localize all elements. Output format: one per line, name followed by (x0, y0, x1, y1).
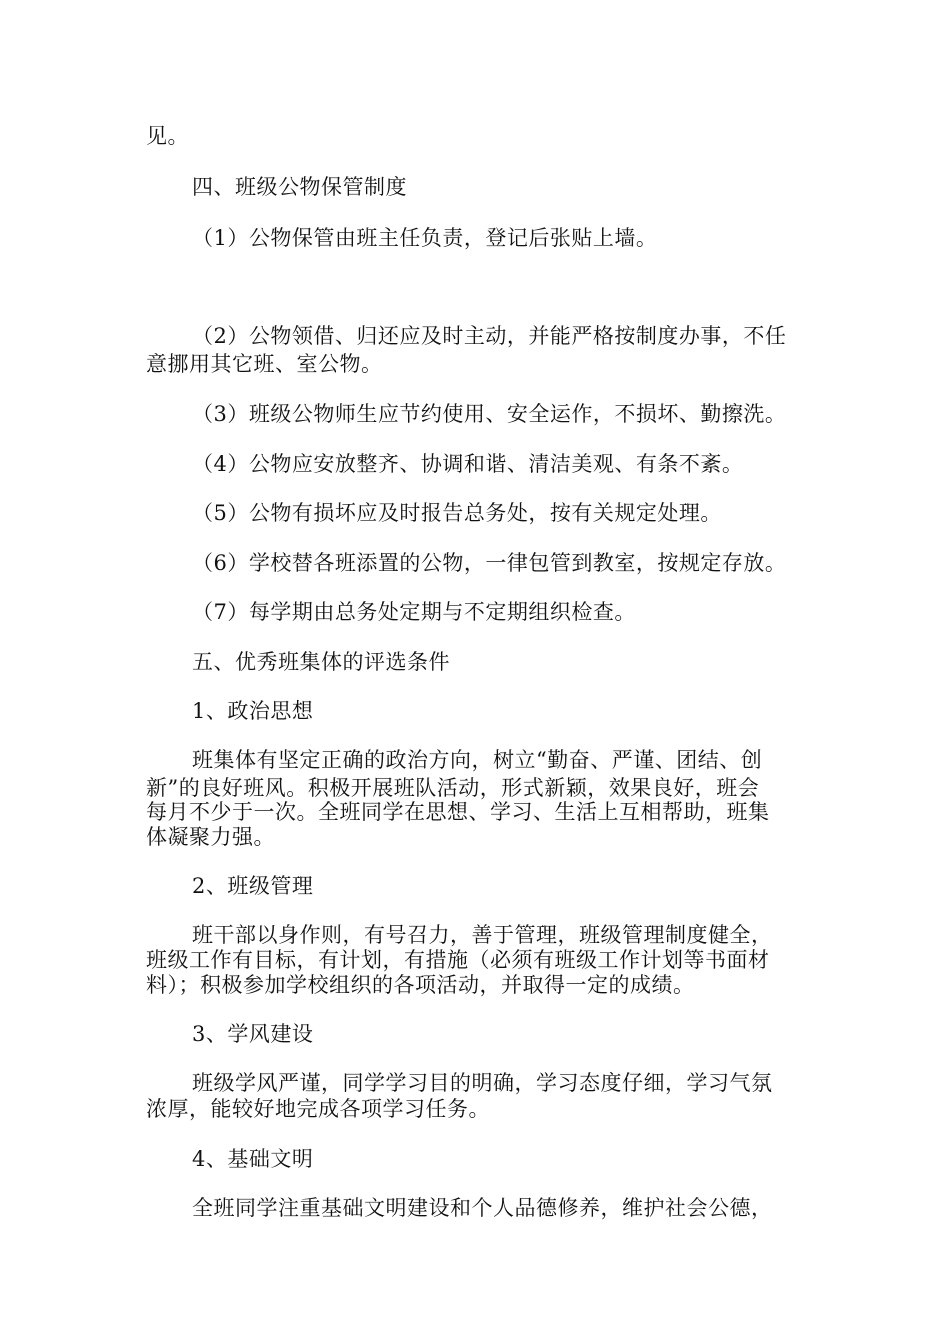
list-item: （1）公物保管由班主任负责，登记后张贴上墙。 (192, 226, 658, 250)
section-heading: 四、班级公物保管制度 (192, 175, 407, 199)
section-heading: 五、优秀班集体的评选条件 (192, 650, 450, 674)
paragraph-line: 班级学风严谨，同学学习目的明确，学习态度仔细，学习气氛 (192, 1071, 773, 1095)
list-item: （4）公物应安放整齐、协调和谐、清洁美观、有条不紊。 (192, 452, 744, 476)
list-item: （3）班级公物师生应节约使用、安全运作，不损坏、勤擦洗。 (192, 402, 787, 426)
paragraph-line: 体凝聚力强。 (146, 825, 275, 849)
paragraph-line: 浓厚，能较好地完成各项学习任务。 (146, 1097, 490, 1121)
subsection-heading: 2、班级管理 (192, 874, 314, 898)
list-item: （5）公物有损坏应及时报告总务处，按有关规定处理。 (192, 501, 722, 525)
paragraph-line: 全班同学注重基础文明建设和个人品德修养，维护社会公德， (192, 1196, 773, 1220)
paragraph-line: 每月不少于一次。全班同学在思想、学习、生活上互相帮助，班集 (146, 800, 770, 824)
paragraph-line: 班级工作有目标，有计划，有措施（必须有班级工作计划等书面材 (146, 948, 770, 972)
list-item: （7）每学期由总务处定期与不定期组织检查。 (192, 600, 636, 624)
paragraph-line: 新”的良好班风。积极开展班队活动，形式新颖，效果良好，班会 (146, 776, 760, 800)
paragraph-line: 班干部以身作则，有号召力，善于管理，班级管理制度健全， (192, 923, 773, 947)
list-item: （2）公物领借、归还应及时主动，并能严格按制度办事，不任 (192, 324, 787, 348)
paragraph-line: 见。 (146, 124, 189, 148)
subsection-heading: 3、学风建设 (192, 1022, 314, 1046)
paragraph-line: 料）；积极参加学校组织的各项活动，并取得一定的成绩。 (146, 973, 695, 997)
subsection-heading: 4、基础文明 (192, 1147, 314, 1171)
list-item-continuation: 意挪用其它班、室公物。 (146, 352, 383, 376)
subsection-heading: 1、政治思想 (192, 699, 314, 723)
list-item: （6）学校替各班添置的公物，一律包管到教室，按规定存放。 (192, 551, 787, 575)
paragraph-line: 班集体有坚定正确的政治方向，树立“勤奋、严谨、团结、创 (192, 748, 763, 772)
